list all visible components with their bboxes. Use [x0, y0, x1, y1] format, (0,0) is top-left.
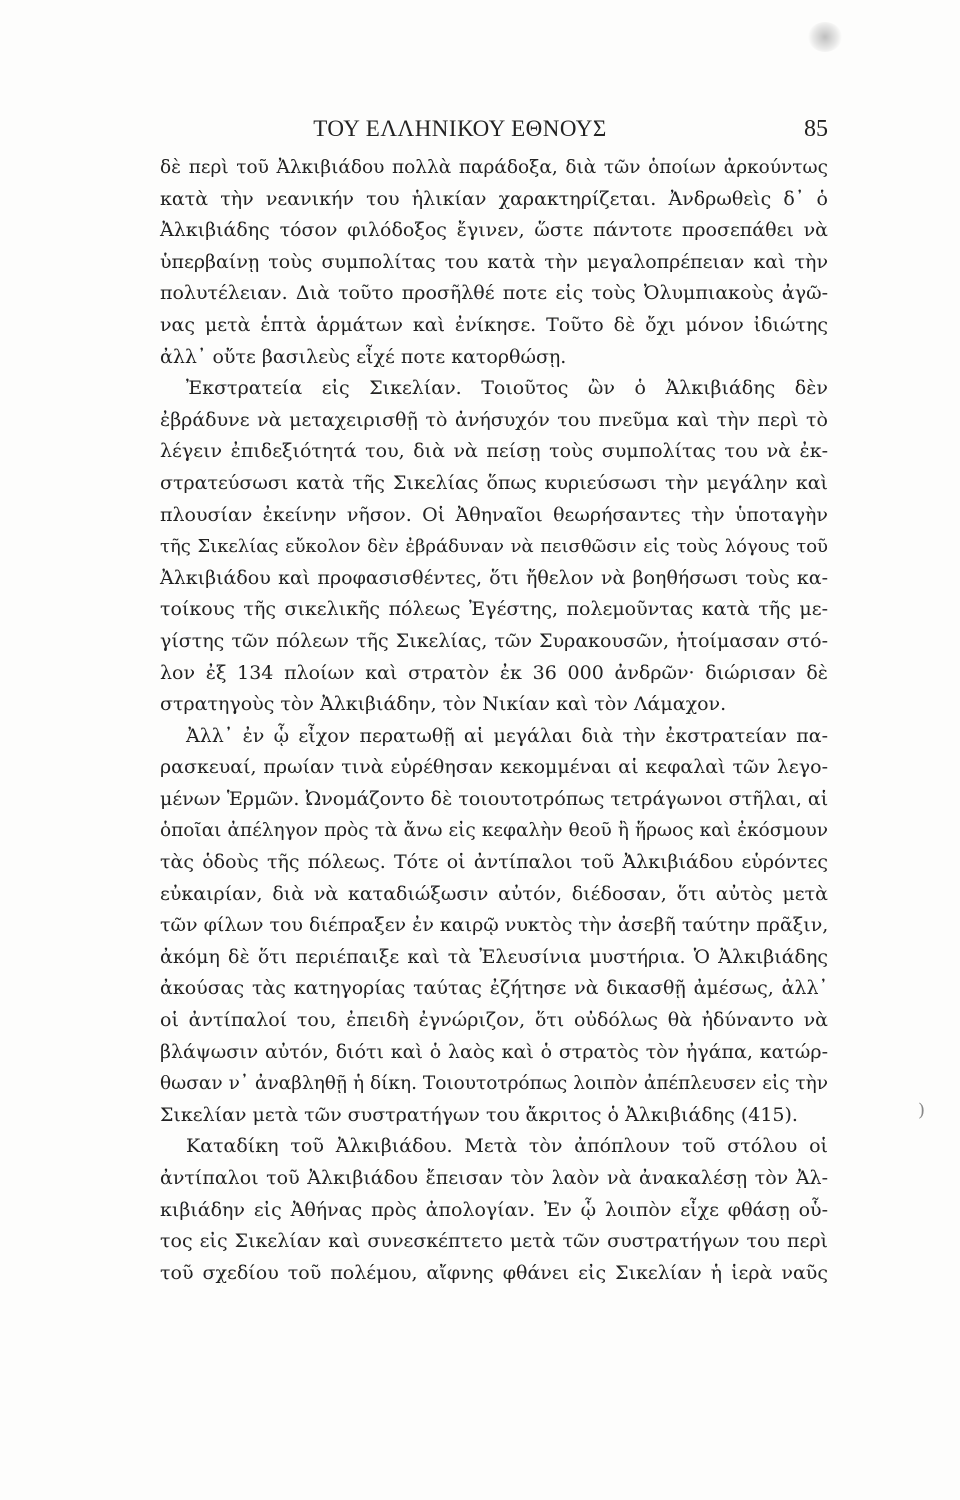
- text-line: κατὰ τὴν νεανικήν του ἡλικίαν χαρακτηρίζεται. Ἀνδρωθεὶς δ᾽ ὁ: [160, 187, 828, 210]
- text-line: βλάψωσιν αὐτόν, διότι καὶ ὁ λαὸς καὶ ὁ στρατὸς τὸν ἠγάπα, κατώρ-: [160, 1040, 828, 1063]
- text-line: θωσαν ν᾽ ἀναβληθῇ ἡ δίκη. Τοιουτοτρόπως λοιπὸν ἀπέπλευσεν εἰς τὴν: [160, 1073, 828, 1095]
- margin-mark: ): [918, 1100, 926, 1121]
- text-line: στρατηγοὺς τὸν Ἀλκιβιάδην, τὸν Νικίαν καὶ τὸν Λάμαχον.: [160, 693, 727, 716]
- text-line: τῆς Σικελίας εὔκολον δὲν ἐβράδυναν νὰ πεισθῶσιν εἰς τοὺς λόγους τοῦ: [160, 536, 828, 558]
- running-title: ΤΟΥ ΕΛΛΗΝΙΚΟΥ ΕΘΝΟΥΣ: [313, 116, 607, 141]
- text-line: εὐκαιρίαν, διὰ νὰ καταδιώξωσιν αὐτόν, διέδοσαν, ὅτι αὐτὸς μετὰ: [160, 882, 828, 905]
- text-line: στρατεύσωσι κατὰ τῆς Σικελίας ὅπως κυριεύσωσι τὴν μεγάλην καὶ: [160, 471, 828, 494]
- text-line: οἱ ἀντίπαλοί του, ἐπειδὴ ἐγνώριζον, ὅτι οὐδόλως θὰ ἠδύναντο νὰ: [160, 1009, 828, 1032]
- text-line: ὁποῖαι ἀπέληγον πρὸς τὰ ἄνω εἰς κεφαλὴν θεοῦ ἢ ἥρωος καὶ ἐκόσμουν: [160, 820, 828, 842]
- text-line: ἀκούσας τὰς κατηγορίας ταύτας ἐζήτησε νὰ δικασθῇ ἀμέσως, ἀλλ᾽: [160, 977, 828, 1000]
- text-line: νας μετὰ ἑπτὰ ἁρμάτων καὶ ἐνίκησε. Τοῦτο δὲ ὄχι μόνον ἰδιώτης: [160, 313, 828, 336]
- page-number: 85: [804, 116, 828, 142]
- text-line: τῶν φίλων του διέπραξεν ἐν καιρῷ νυκτὸς τὴν ἀσεβῆ ταύτην πρᾶξιν,: [160, 914, 829, 937]
- text-line: Ἐκστρατεία εἰς Σικελίαν. Τοιοῦτος ὢν ὁ Ἀλκιβιάδης δὲν: [186, 377, 828, 400]
- text-line: τοίκους τῆς σικελικῆς πόλεως Ἐγέστης, πολεμοῦντας κατὰ τῆς με-: [160, 598, 828, 621]
- text-line: δὲ περὶ τοῦ Ἀλκιβιάδου πολλὰ παράδοξα, διὰ τῶν ὁποίων ἀρκούντως: [160, 157, 828, 178]
- text-line: πλουσίαν ἐκείνην νῆσον. Οἱ Ἀθηναῖοι θεωρήσαντες τὴν ὑποταγὴν: [160, 503, 828, 526]
- text-line: ὑπερβαίνῃ τοὺς συμπολίτας του κατὰ τὴν μεγαλοπρέπειαν καὶ τὴν: [160, 250, 828, 273]
- body-text: [160, 152, 828, 1289]
- ink-smudge: [808, 22, 842, 52]
- text-line: πολυτέλειαν. Διὰ τοῦτο προσῆλθέ ποτε εἰς τοὺς Ὀλυμπιακοὺς ἀγῶ-: [160, 282, 828, 305]
- text-line: τος εἰς Σικελίαν καὶ συνεσκέπτετο μετὰ τῶν συστρατήγων του περὶ: [160, 1230, 828, 1253]
- running-header: [160, 116, 828, 156]
- text-line: λον ἐξ 134 πλοίων καὶ στρατὸν ἐκ 36 000 ἀνδρῶν· διώρισαν δὲ: [160, 661, 828, 684]
- text-line: λέγειν ἐπιδεξιότητά του, διὰ νὰ πείσῃ τοὺς συμπολίτας του νὰ ἐκ-: [160, 440, 828, 463]
- text-line: Ἀλκιβιάδης τόσον φιλόδοξος ἔγινεν, ὥστε πάντοτε προσεπάθει νὰ: [160, 219, 828, 242]
- text-line: ἐβράδυνε νὰ μεταχειρισθῇ τὸ ἀνήσυχόν του πνεῦμα καὶ τὴν περὶ τὸ: [160, 408, 828, 431]
- text-line: Ἀλλ᾽ ἐν ᾧ εἶχον περατωθῇ αἱ μεγάλαι διὰ τὴν ἐκστρατείαν πα-: [186, 724, 828, 747]
- text-line: ἀλλ᾽ οὔτε βασιλεὺς εἶχέ ποτε κατορθώσῃ.: [160, 345, 567, 368]
- text-line: Καταδίκη τοῦ Ἀλκιβιάδου. Μετὰ τὸν ἀπόπλουν τοῦ στόλου οἱ: [186, 1135, 828, 1158]
- text-line: ρασκευαί, πρωίαν τινὰ εὑρέθησαν κεκομμέναι αἱ κεφαλαὶ τῶν λεγο-: [160, 756, 828, 779]
- text-line: ἀντίπαλοι τοῦ Ἀλκιβιάδου ἔπεισαν τὸν λαὸν νὰ ἀνακαλέσῃ τὸν Ἀλ-: [160, 1167, 828, 1189]
- text-line: Ἀλκιβιάδου καὶ προφασισθέντες, ὅτι ἤθελον νὰ βοηθήσωσι τοὺς κα-: [160, 566, 828, 589]
- text-line: μένων Ἑρμῶν. Ὠνομάζοντο δὲ τοιουτοτρόπως τετράγωνοι στῆλαι, αἱ: [160, 787, 829, 810]
- text-line: γίστης τῶν πόλεων τῆς Σικελίας, τῶν Συρακουσῶν, ἡτοίμασαν στό-: [160, 629, 828, 652]
- text-line: τὰς ὁδοὺς τῆς πόλεως. Τότε οἱ ἀντίπαλοι τοῦ Ἀλκιβιάδου εὑρόντες: [160, 851, 828, 874]
- text-line: ἀκόμη δὲ ὅτι περιέπαιξε καὶ τὰ Ἐλευσίνια μυστήρια. Ὁ Ἀλκιβιάδης: [160, 945, 828, 968]
- text-line: Σικελίαν μετὰ τῶν συστρατήγων του ἄκριτος ὁ Ἀλκιβιάδης (415).: [160, 1103, 798, 1126]
- text-line: κιβιάδην εἰς Ἀθήνας πρὸς ἀπολογίαν. Ἐν ᾧ λοιπὸν εἶχε φθάσῃ οὗ-: [160, 1198, 828, 1221]
- text-line: τοῦ σχεδίου τοῦ πολέμου, αἴφνης φθάνει εἰς Σικελίαν ἡ ἱερὰ ναῦς: [160, 1261, 828, 1284]
